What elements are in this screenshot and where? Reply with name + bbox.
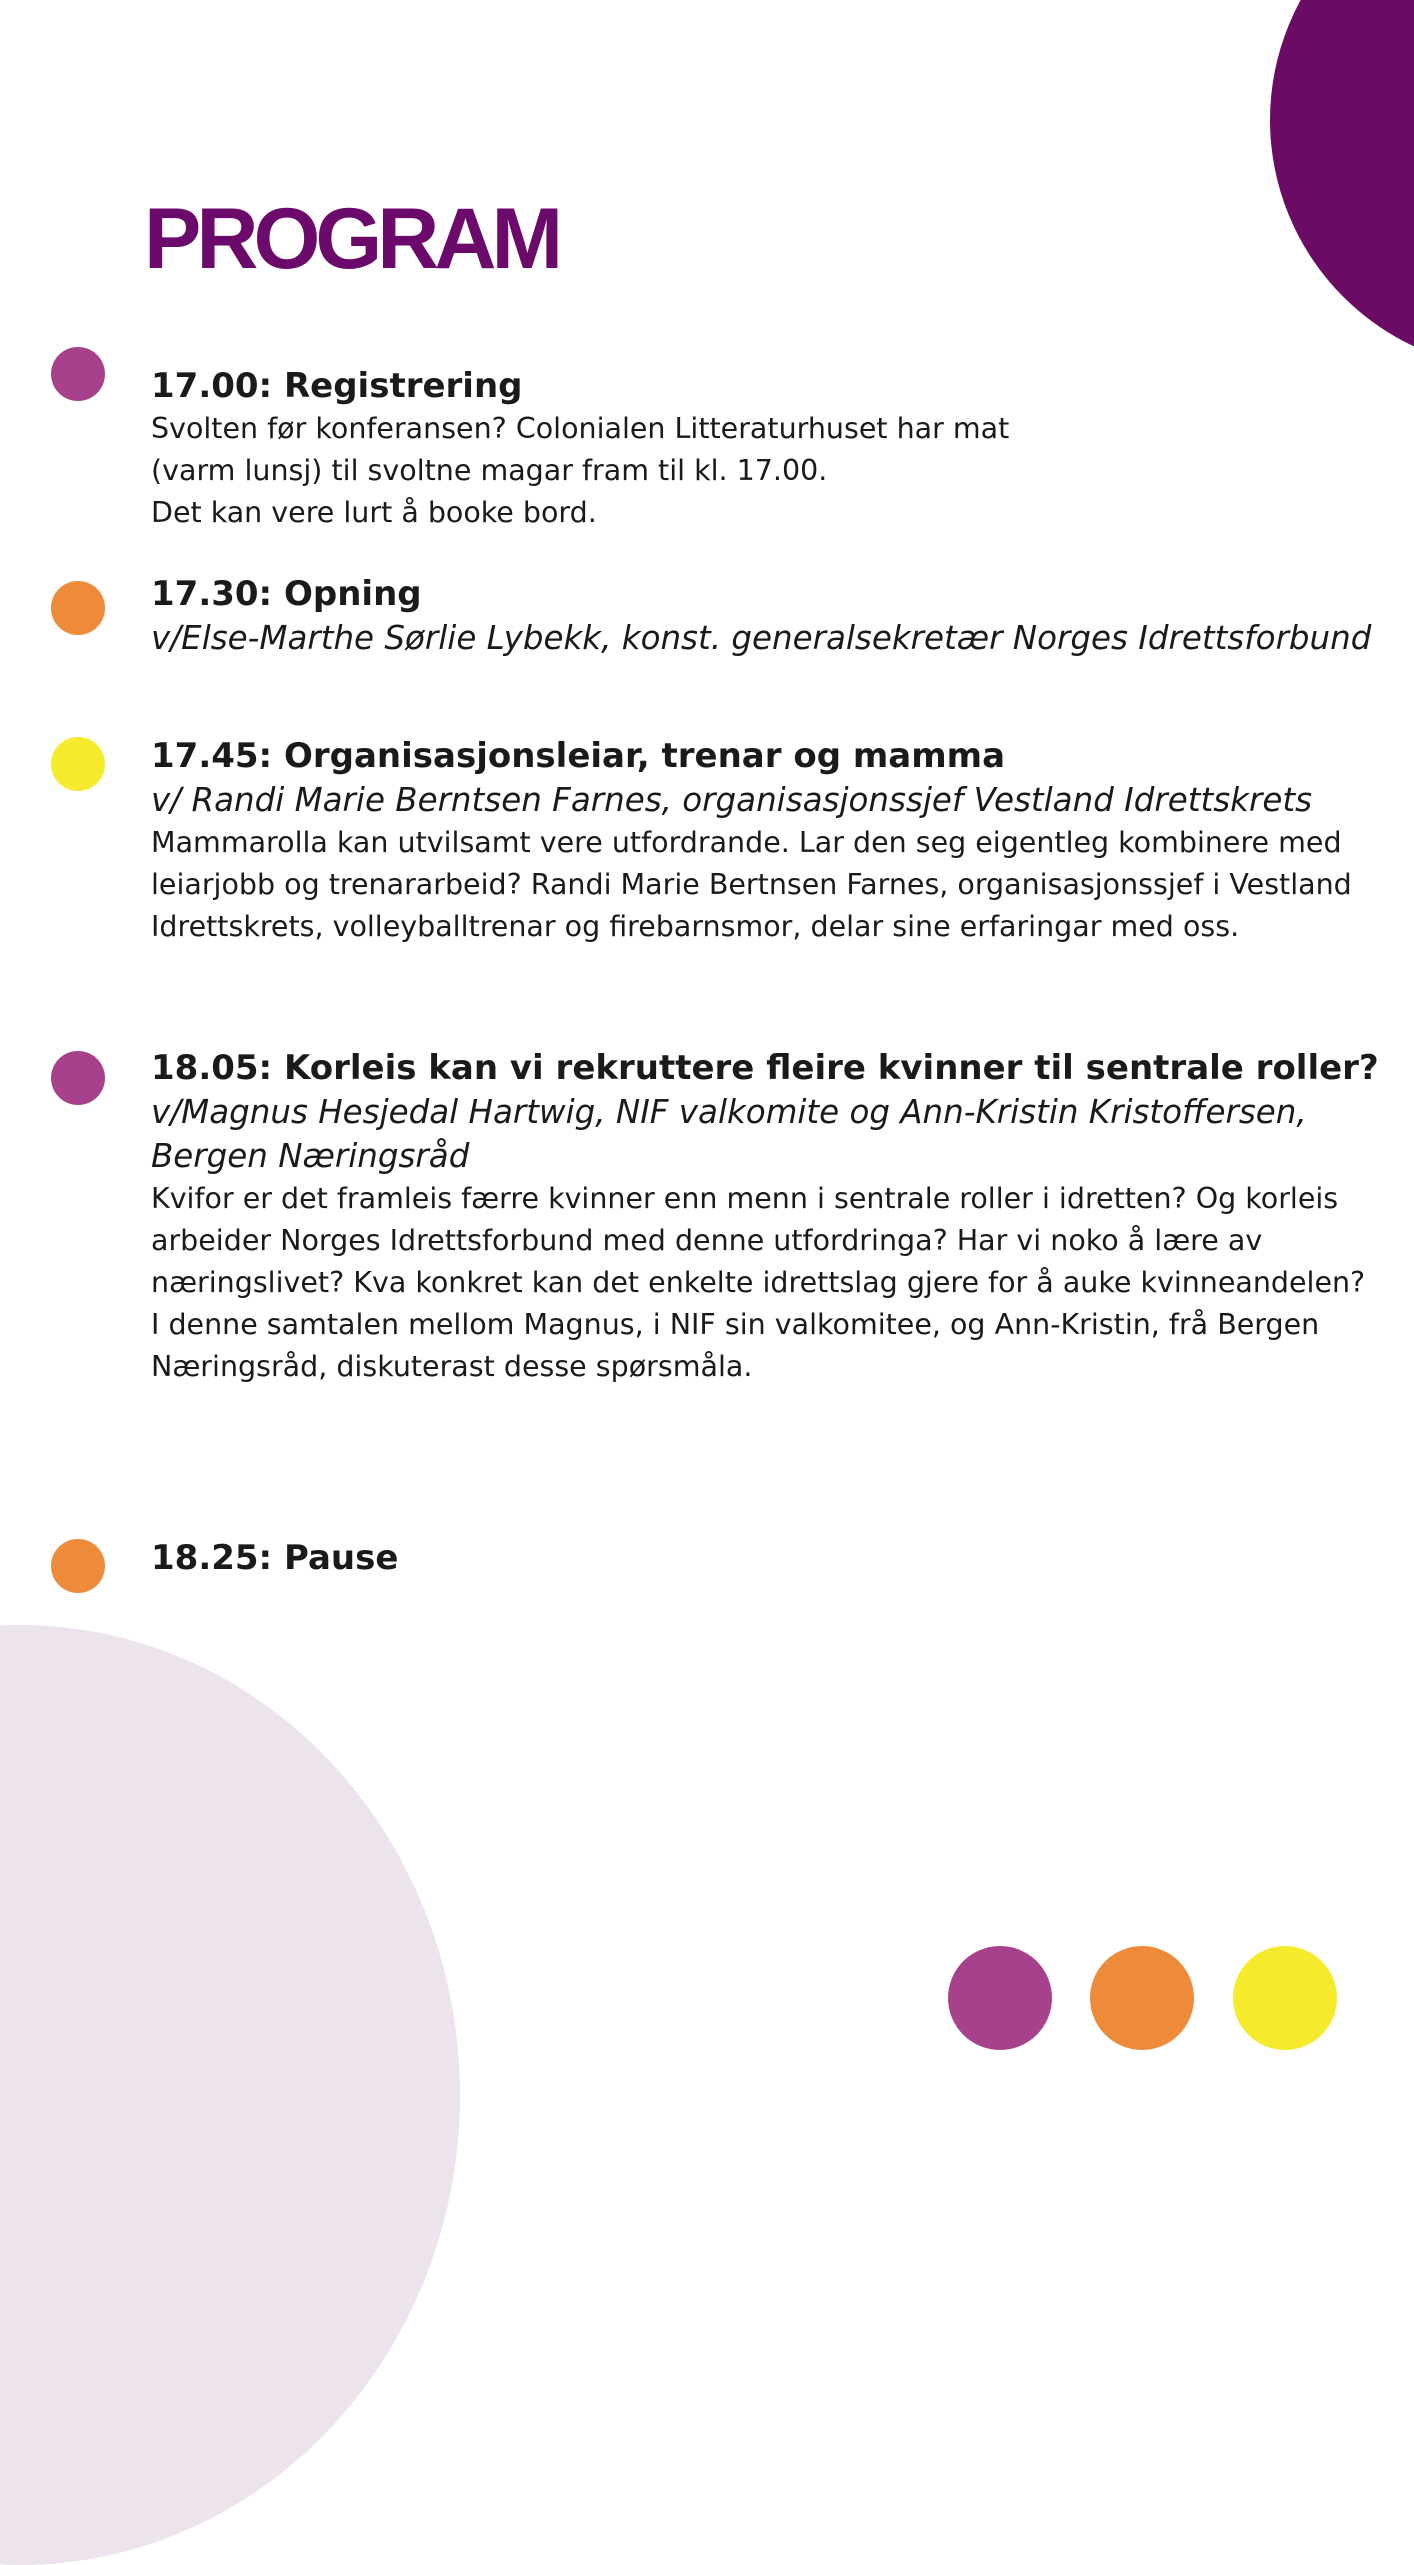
item-description: Mammarolla kan utvilsamt vere utfordrande. Lar den seg eigentleg kombinere med leiarjobb og trenararbeid? Randi Marie Bertnsen Farnes, organisasjonssjef i Vestland Idrettskrets, volleyballtrenar og firebarnsmor, delar sine erfaringar med oss. <box>151 826 1352 943</box>
corner-decoration <box>1270 0 1414 370</box>
program-item <box>151 734 1411 948</box>
footer-dot-yellow <box>1233 1946 1337 2050</box>
bullet-dot-orange <box>51 581 105 635</box>
program-item <box>151 1046 1411 1388</box>
item-description: Kvifor er det framleis færre kvinner enn menn i sentrale roller i idretten? Og korleis arbeider Norges Idrettsforbund med denne utfordringa? Har vi noko å lære av næringslivet? Kva konkret kan det enkelte idrettslag gjere for å auke kvinneandelen? I denne samtalen mellom Magnus, i NIF sin valkomitee, og Ann-Kristin, frå Bergen Næringsråd, diskuterast desse spørsmåla. <box>151 1182 1366 1383</box>
item-title: 17.00: Registrering <box>151 366 523 406</box>
item-speaker: v/Magnus Hesjedal Hartwig, NIF valkomite og Ann-Kristin Kristoffersen, Bergen Næringsråd <box>151 1093 1307 1175</box>
program-item <box>151 1536 1411 1580</box>
bullet-dot-magenta <box>51 347 105 401</box>
item-speaker: v/Else-Marthe Sørlie Lybekk, konst. generalsekretær Norges Idrettsforbund <box>151 619 1372 657</box>
item-title: 18.05: Korleis kan vi rekruttere fleire kvinner til sentrale roller? <box>151 1048 1379 1088</box>
item-description: Svolten før konferansen? Colonialen Litteraturhuset har mat (varm lunsj) til svoltne magar fram til kl. 17.00. Det kan vere lurt å booke bord. <box>151 412 1010 529</box>
page-title: PROGRAM <box>144 191 559 287</box>
bullet-dot-orange <box>51 1539 105 1593</box>
program-item <box>151 572 1411 660</box>
item-title: 18.25: Pause <box>151 1538 399 1578</box>
bullet-dot-magenta <box>51 1051 105 1105</box>
bullet-dot-yellow <box>51 737 105 791</box>
program-item <box>151 364 1411 534</box>
item-title: 17.30: Opning <box>151 574 422 614</box>
item-speaker: v/ Randi Marie Berntsen Farnes, organisasjonssjef Vestland Idrettskrets <box>151 781 1313 819</box>
footer-dot-orange <box>1090 1946 1194 2050</box>
background-blob <box>0 1625 460 2565</box>
footer-dot-magenta <box>948 1946 1052 2050</box>
item-title: 17.45: Organisasjonsleiar, trenar og mamma <box>151 736 1006 776</box>
